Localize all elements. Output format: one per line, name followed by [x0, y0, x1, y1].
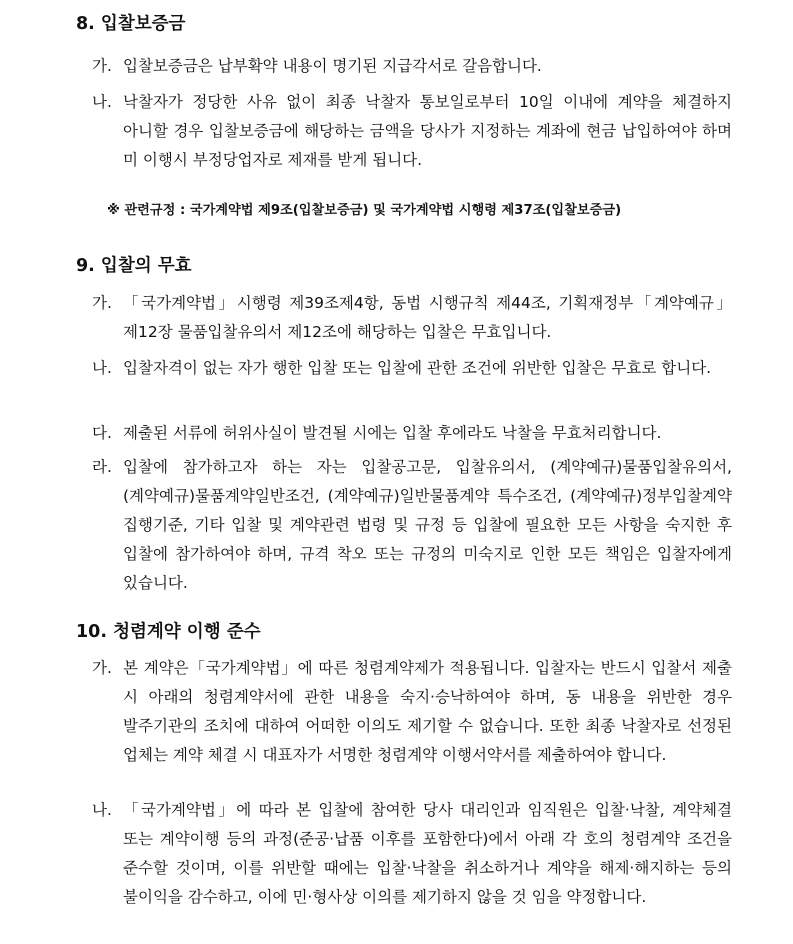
item-text: 낙찰자가 정당한 사유 없이 최종 낙찰자 통보일로부터 10일 이내에 계약을 체결하지 아니할 경우 입찰보증금에 해당하는 금액을 당사가 지정하는 계좌에 현금 납입하여야 하며 미 이행시 부정당업자로 제재를 받게 됩니다. — [123, 93, 732, 169]
item-marker: 가. — [92, 659, 112, 677]
item-marker: 나. — [92, 359, 112, 377]
related-regulation-note: ※ 관련규정 : 국가계약법 제9조(입찰보증금) 및 국가계약법 시행령 제37조(입찰보증금) — [107, 203, 622, 218]
section-8-item-ga — [92, 52, 732, 81]
section-9-item-da — [92, 419, 732, 448]
item-text: 제출된 서류에 허위사실이 발견될 시에는 입찰 후에라도 낙찰을 무효처리합니다. — [123, 424, 662, 442]
item-marker: 가. — [92, 57, 112, 75]
section-9-item-ra — [92, 453, 732, 598]
item-text: 「국가계약법」에 따라 본 입찰에 참여한 당사 대리인과 임직원은 입찰·낙찰, 계약체결 또는 계약이행 등의 과정(준공·납품 이후를 포함한다)에서 아래 각 호의 청렴계약 조건을 준수할 것이며, 이를 위반할 때에는 입찰·낙찰을 취소하거나 계약을 해제·해지하는 등의 불이익을 감수하고, 이에 민·형사상 이의를 제기하지 않을 것 임을 약정합니다. — [123, 801, 732, 906]
section-9-item-ga — [92, 289, 732, 347]
item-marker: 나. — [92, 801, 112, 819]
section-9-item-na — [92, 354, 732, 383]
item-marker: 나. — [92, 93, 112, 111]
section-10-title: 10. 청렴계약 이행 준수 — [76, 622, 261, 642]
item-text: 「국가계약법」시행령 제39조제4항, 동법 시행규칙 제44조, 기획재정부「계약예규」제12장 물품입찰유의서 제12조에 해당하는 입찰은 무효입니다. — [123, 294, 732, 341]
section-10-item-na — [92, 796, 732, 912]
item-marker: 가. — [92, 294, 112, 312]
item-text: 입찰보증금은 납부확약 내용이 명기된 지급각서로 갈음합니다. — [123, 57, 542, 75]
section-9-title: 9. 입찰의 무효 — [76, 256, 192, 276]
section-8-item-na — [92, 88, 732, 175]
item-text: 입찰에 참가하고자 하는 자는 입찰공고문, 입찰유의서, (계약예규)물품입찰유의서, (계약예규)물품계약일반조건, (계약예규)일반물품계약 특수조건, (계약예규)정부입찰계약 집행기준, 기타 입찰 및 계약관련 법령 및 규정 등 입찰에 필요한 모든 사항을 숙지한 후 입찰에 참가하여야 하며, 규격 착오 또는 규정의 미숙지로 인한 모든 책임은 입찰자에게 있습니다. — [123, 458, 732, 592]
item-text: 본 계약은「국가계약법」에 따른 청렴계약제가 적용됩니다. 입찰자는 반드시 입찰서 제출 시 아래의 청렴계약서에 관한 내용을 숙지·승낙하여야 하며, 동 내용을 위반한 경우 발주기관의 조치에 대하여 어떠한 이의도 제기할 수 없습니다. 또한 최종 낙찰자로 선정된 업체는 계약 체결 시 대표자가 서명한 청렴계약 이행서약서를 제출하여야 합니다. — [123, 659, 732, 764]
item-marker: 다. — [92, 424, 112, 442]
section-8-title: 8. 입찰보증금 — [76, 14, 186, 34]
item-marker: 라. — [92, 458, 112, 476]
section-10-item-ga — [92, 654, 732, 770]
item-text: 입찰자격이 없는 자가 행한 입찰 또는 입찰에 관한 조건에 위반한 입찰은 무효로 합니다. — [123, 359, 712, 377]
